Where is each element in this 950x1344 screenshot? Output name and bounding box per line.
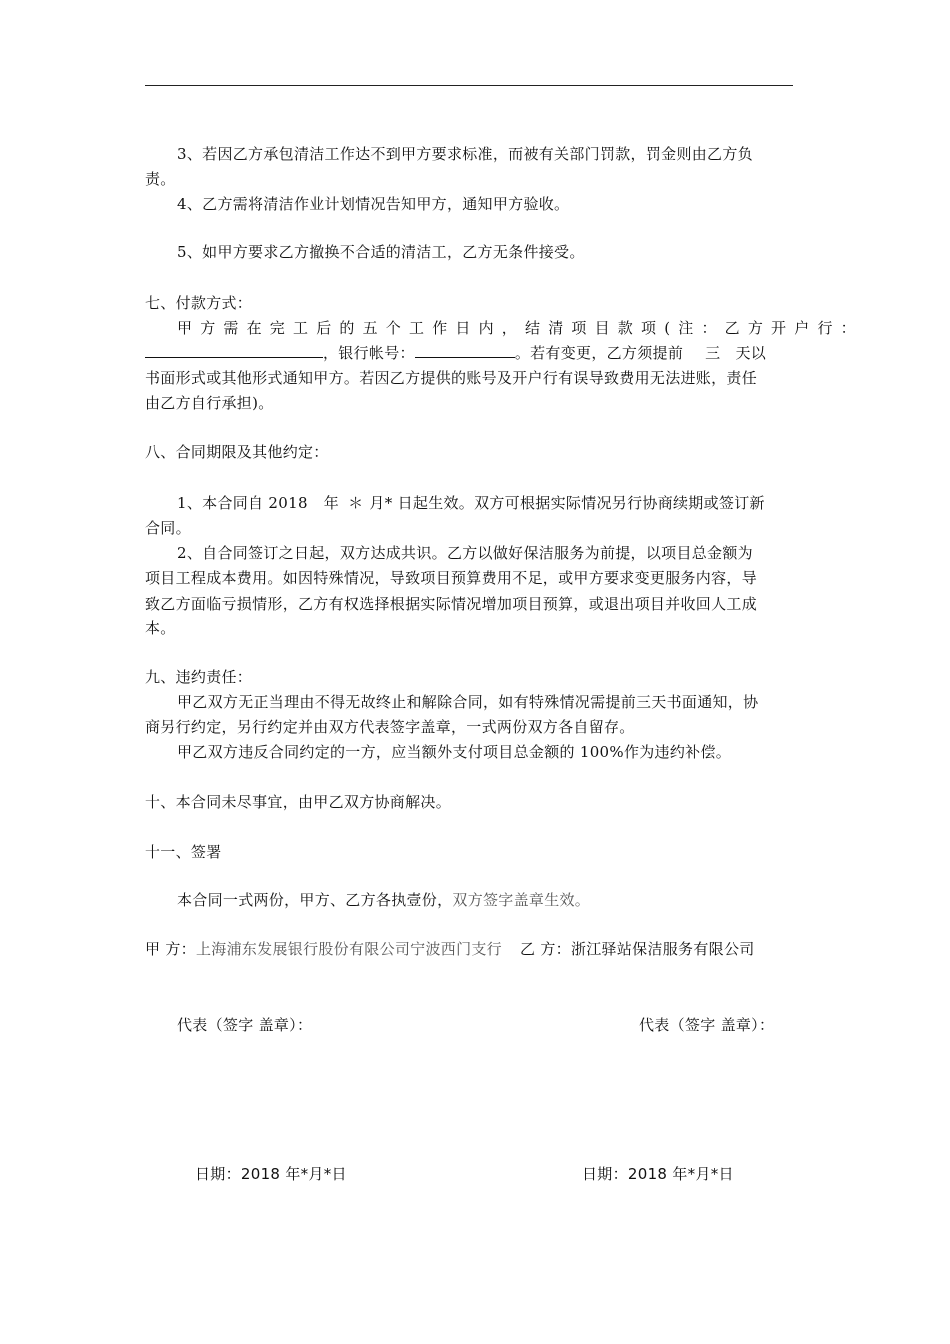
section-8-item2-line3: 致乙方面临亏损情形，乙方有权选择根据实际情况增加项目预算，或退出项目并收回人工成 [145,595,758,613]
section-7-line4: 由乙方自行承担)。 [145,394,274,412]
section-8-item2-line1: 2、自合同签订之日起，双方达成共识。乙方以做好保洁服务为前提，以项目总金额为 [177,544,753,562]
party-a-label: 甲 方： [145,940,196,958]
party-a-name: 上海浦东发展银行股份有限公司宁波西门支行 [195,940,502,958]
clause-5: 5、如甲方要求乙方撤换不合适的清洁工，乙方无条件接受。 [177,243,585,261]
month-placeholder: ＊ [348,494,364,512]
date-a: 日期：2018 年*月*日 [195,1165,347,1183]
party-b-name: 浙江驿站保洁服务有限公司 [570,940,755,958]
section-7-heading: 七、付款方式： [145,294,253,312]
section-8-item2-line4: 本。 [145,619,176,637]
notice-days-unit: 天以 [735,344,767,362]
section-9-para1-line1: 甲乙双方无正当理由不得无故终止和解除合同，如有特殊情况需提前三天书面通知，协 [177,693,759,711]
notice-days: 三 [705,344,721,362]
bank-account-label: ，银行帐号： [323,344,415,362]
section-10: 十、本合同未尽事宜，由甲乙双方协商解决。 [145,793,452,811]
representative-b: 代表（签字 盖章）： [639,1016,775,1034]
clause-4: 4、乙方需将清洁作业计划情况告知甲方，通知甲方验收。 [177,195,570,213]
section-7-line2 [145,340,766,366]
section-8-item1-line1 [177,490,765,516]
start-year: 1、本合同自 2018 [177,494,308,512]
section-8-heading: 八、合同期限及其他约定： [145,443,329,461]
section-7-line1: 甲方需在完工后的五个工作日内，结清项目款项(注：乙方开户行： [177,319,864,337]
section-11-heading: 十一、签署 [145,843,222,861]
section-9-heading: 九、违约责任： [145,668,253,686]
date-b: 日期：2018 年*月*日 [582,1165,734,1183]
section-9-para1-line2: 商另行约定，另行约定并由双方代表签字盖章，一式两份双方各自留存。 [145,718,635,736]
section-9-para2: 甲乙双方违反合同约定的一方，应当额外支付项目总金额的 100%作为违约补偿。 [177,743,732,761]
header-rule [145,85,793,86]
notice-text: 。若有变更，乙方须提前 [514,344,684,362]
section-11-text [177,887,590,913]
bank-account-blank [415,341,515,358]
section-8-item2-line2: 项目工程成本费用。如因特殊情况，导致项目预算费用不足，或甲方要求变更服务内容，导 [145,569,758,587]
copies-text: 本合同一式两份，甲方、乙方各执壹份， [177,891,453,909]
bank-name-blank [145,341,323,358]
representative-a: 代表（签字 盖章）： [177,1016,313,1034]
clause-3-line2: 责。 [145,170,176,188]
clause-3-line1: 3、若因乙方承包清洁工作达不到甲方要求标准，而被有关部门罚款，罚金则由乙方负 [177,145,753,163]
section-7-line3: 书面形式或其他形式通知甲方。若因乙方提供的账号及开户行有误导致费用无法进账，责任 [145,369,758,387]
start-date-text: 月* 日起生效。双方可根据实际情况另行协商续期或签订新 [369,494,765,512]
parties-line [145,936,755,962]
effective-text: 双方签字盖章生效。 [452,891,591,909]
party-b-label: 乙 方： [519,940,571,958]
section-8-item1-line2: 合同。 [145,519,191,537]
year-unit: 年 [323,494,340,512]
